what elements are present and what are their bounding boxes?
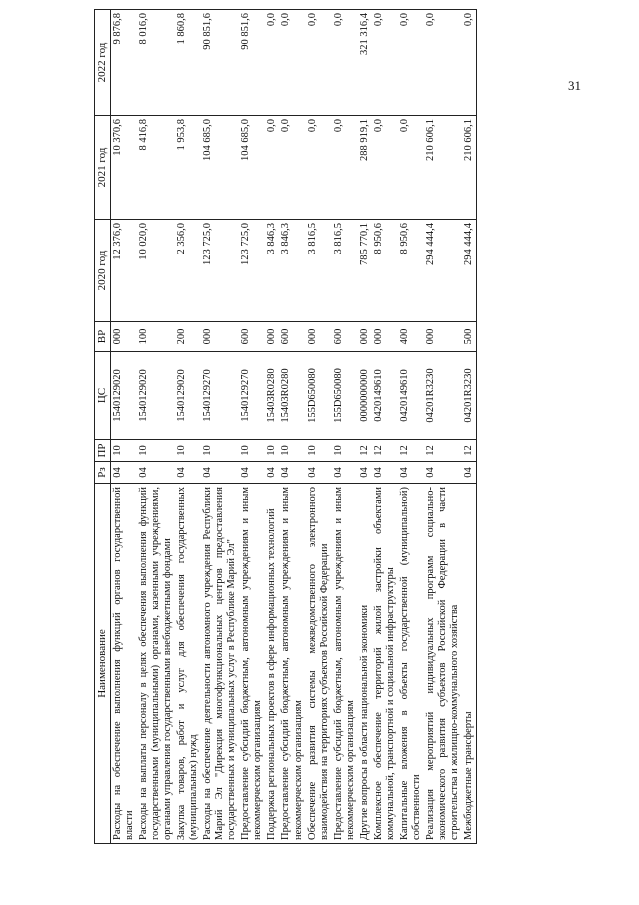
cell-2022: 1 860,8	[175, 10, 201, 116]
cell-rz: 04	[332, 462, 358, 484]
cell-cs: 1540129020	[110, 352, 137, 440]
cell-2021: 0,0	[279, 116, 305, 220]
cell-rz: 04	[201, 462, 239, 484]
cell-rz: 04	[239, 462, 265, 484]
cell-2020: 10 020,0	[137, 220, 175, 322]
cell-rz: 04	[110, 462, 137, 484]
cell-2021: 0,0	[372, 116, 398, 220]
cell-pr: 12	[424, 440, 462, 462]
cell-2020: 3 846,3	[279, 220, 305, 322]
cell-2022: 0,0	[424, 10, 462, 116]
cell-2022: 0,0	[332, 10, 358, 116]
cell-vr: 000	[306, 322, 332, 352]
table-row	[462, 10, 477, 844]
cell-cs: 155D650080	[306, 352, 332, 440]
cell-name: Другие вопросы в области национальной экономики	[358, 484, 372, 844]
cell-2022: 0,0	[265, 10, 279, 116]
cell-vr: 600	[279, 322, 305, 352]
table-row	[424, 10, 462, 844]
table-row	[265, 10, 279, 844]
cell-pr: 10	[110, 440, 137, 462]
cell-2021: 1 953,8	[175, 116, 201, 220]
table-row	[358, 10, 372, 844]
cell-2020: 294 444,4	[424, 220, 462, 322]
cell-pr: 10	[137, 440, 175, 462]
cell-2020: 294 444,4	[462, 220, 477, 322]
rotated-page-content	[86, 0, 639, 905]
table-row	[201, 10, 239, 844]
cell-2021: 288 919,1	[358, 116, 372, 220]
table-row	[306, 10, 332, 844]
cell-rz: 04	[462, 462, 477, 484]
table-row	[372, 10, 398, 844]
cell-2022: 321 316,4	[358, 10, 372, 116]
cell-2020: 785 770,1	[358, 220, 372, 322]
cell-2021: 104 685,0	[201, 116, 239, 220]
page-number: 31	[568, 78, 581, 93]
cell-vr: 000	[358, 322, 372, 352]
cell-name: Межбюджетные трансферты	[462, 484, 477, 844]
table-row	[398, 10, 424, 844]
cell-vr: 100	[137, 322, 175, 352]
cell-2022: 0,0	[462, 10, 477, 116]
cell-2021: 210 606,1	[424, 116, 462, 220]
cell-rz: 04	[424, 462, 462, 484]
cell-vr: 500	[462, 322, 477, 352]
cell-pr: 10	[332, 440, 358, 462]
cell-rz: 04	[398, 462, 424, 484]
cell-pr: 10	[239, 440, 265, 462]
cell-name: Предоставление субсидий бюджетным, автономным учреждениям и иным некоммерческим организациям	[239, 484, 265, 844]
cell-vr: 200	[175, 322, 201, 352]
cell-cs: 04201R3230	[424, 352, 462, 440]
cell-pr: 12	[358, 440, 372, 462]
cell-pr: 10	[201, 440, 239, 462]
cell-rz: 04	[265, 462, 279, 484]
cell-cs: 0000000000	[358, 352, 372, 440]
cell-name: Поддержка региональных проектов в сфере информационных технологий	[265, 484, 279, 844]
cell-vr: 400	[398, 322, 424, 352]
cell-vr: 600	[332, 322, 358, 352]
cell-vr: 600	[239, 322, 265, 352]
cell-2021: 0,0	[332, 116, 358, 220]
cell-pr: 10	[279, 440, 305, 462]
cell-2020: 123 725,0	[201, 220, 239, 322]
cell-cs: 1540129270	[201, 352, 239, 440]
cell-2021: 104 685,0	[239, 116, 265, 220]
cell-pr: 12	[398, 440, 424, 462]
cell-rz: 04	[306, 462, 332, 484]
cell-pr: 10	[175, 440, 201, 462]
table-row	[137, 10, 175, 844]
cell-rz: 04	[137, 462, 175, 484]
cell-2022: 90 851,6	[201, 10, 239, 116]
cell-cs: 0420149610	[372, 352, 398, 440]
cell-2022: 0,0	[398, 10, 424, 116]
cell-name: Предоставление субсидий бюджетным, автономным учреждениям и иным некоммерческим организациям	[332, 484, 358, 844]
cell-name: Реализация мероприятий индивидуальных программ социально-экономического развития субъектов Российской Федерации в части строительства и жилищно-коммунального хозяйства	[424, 484, 462, 844]
cell-name: Расходы на обеспечение деятельности автономного учреждения Республики Марий Эл "Дирекция многофункциональных центров предоставления государственных и муниципальных услуг в Республике Марий Эл"	[201, 484, 239, 844]
cell-2022: 9 876,8	[110, 10, 137, 116]
cell-cs: 04201R3230	[462, 352, 477, 440]
cell-cs: 1540129020	[175, 352, 201, 440]
header-cs: ЦС	[95, 352, 111, 440]
cell-2020: 3 816,5	[306, 220, 332, 322]
table-body	[110, 10, 477, 844]
cell-rz: 04	[175, 462, 201, 484]
budget-table	[94, 9, 477, 844]
cell-name: Предоставление субсидий бюджетным, автономным учреждениям и иным некоммерческим организациям	[279, 484, 305, 844]
cell-2021: 10 370,6	[110, 116, 137, 220]
cell-vr: 000	[265, 322, 279, 352]
cell-name: Расходы на выплаты персоналу в целях обеспечения выполнения функций государственными (муниципальными) органами, казенными учреждениями, органами управления государственными внебюджетными фондами	[137, 484, 175, 844]
cell-pr: 12	[462, 440, 477, 462]
cell-vr: 000	[424, 322, 462, 352]
cell-name: Комплексное обеспечение территорий жилой застройки объектами коммунальной, транспортной и социальной инфраструктуры	[372, 484, 398, 844]
cell-2022: 90 851,6	[239, 10, 265, 116]
cell-rz: 04	[279, 462, 305, 484]
table-row	[279, 10, 305, 844]
header-2021: 2021 год	[95, 116, 111, 220]
cell-2021: 210 606,1	[462, 116, 477, 220]
cell-cs: 15403R0280	[279, 352, 305, 440]
table-row	[175, 10, 201, 844]
cell-name: Обеспечение развития системы межведомственного электронного взаимодействия на территориях субъектов Российской Федерации	[306, 484, 332, 844]
cell-2020: 8 950,6	[398, 220, 424, 322]
cell-2020: 3 846,3	[265, 220, 279, 322]
cell-2021: 8 416,8	[137, 116, 175, 220]
header-pr: ПР	[95, 440, 111, 462]
cell-cs: 1540129020	[137, 352, 175, 440]
cell-2021: 0,0	[398, 116, 424, 220]
header-vr: ВР	[95, 322, 111, 352]
header-rz: Рз	[95, 462, 111, 484]
cell-2022: 8 016,0	[137, 10, 175, 116]
cell-cs: 15403R0280	[265, 352, 279, 440]
cell-name: Капитальные вложения в объекты государственной (муниципальной) собственности	[398, 484, 424, 844]
table-header-row	[95, 10, 111, 844]
cell-name: Закупка товаров, работ и услуг для обеспечения государственных (муниципальных) нужд	[175, 484, 201, 844]
cell-pr: 12	[372, 440, 398, 462]
table-row	[110, 10, 137, 844]
table-row	[332, 10, 358, 844]
table-row	[239, 10, 265, 844]
cell-vr: 000	[110, 322, 137, 352]
cell-2022: 0,0	[306, 10, 332, 116]
cell-2020: 12 376,0	[110, 220, 137, 322]
header-2022: 2022 год	[95, 10, 111, 116]
cell-2022: 0,0	[279, 10, 305, 116]
cell-cs: 1540129270	[239, 352, 265, 440]
cell-pr: 10	[265, 440, 279, 462]
cell-2021: 0,0	[265, 116, 279, 220]
cell-cs: 0420149610	[398, 352, 424, 440]
cell-2020: 2 356,0	[175, 220, 201, 322]
header-name: Наименование	[95, 484, 111, 844]
cell-cs: 155D650080	[332, 352, 358, 440]
cell-pr: 10	[306, 440, 332, 462]
cell-2021: 0,0	[306, 116, 332, 220]
cell-vr: 000	[372, 322, 398, 352]
cell-name: Расходы на обеспечение выполнения функций органов государственной власти	[110, 484, 137, 844]
cell-vr: 000	[201, 322, 239, 352]
cell-rz: 04	[372, 462, 398, 484]
cell-2020: 8 950,6	[372, 220, 398, 322]
cell-2020: 123 725,0	[239, 220, 265, 322]
header-2020: 2020 год	[95, 220, 111, 322]
cell-rz: 04	[358, 462, 372, 484]
cell-2022: 0,0	[372, 10, 398, 116]
cell-2020: 3 816,5	[332, 220, 358, 322]
